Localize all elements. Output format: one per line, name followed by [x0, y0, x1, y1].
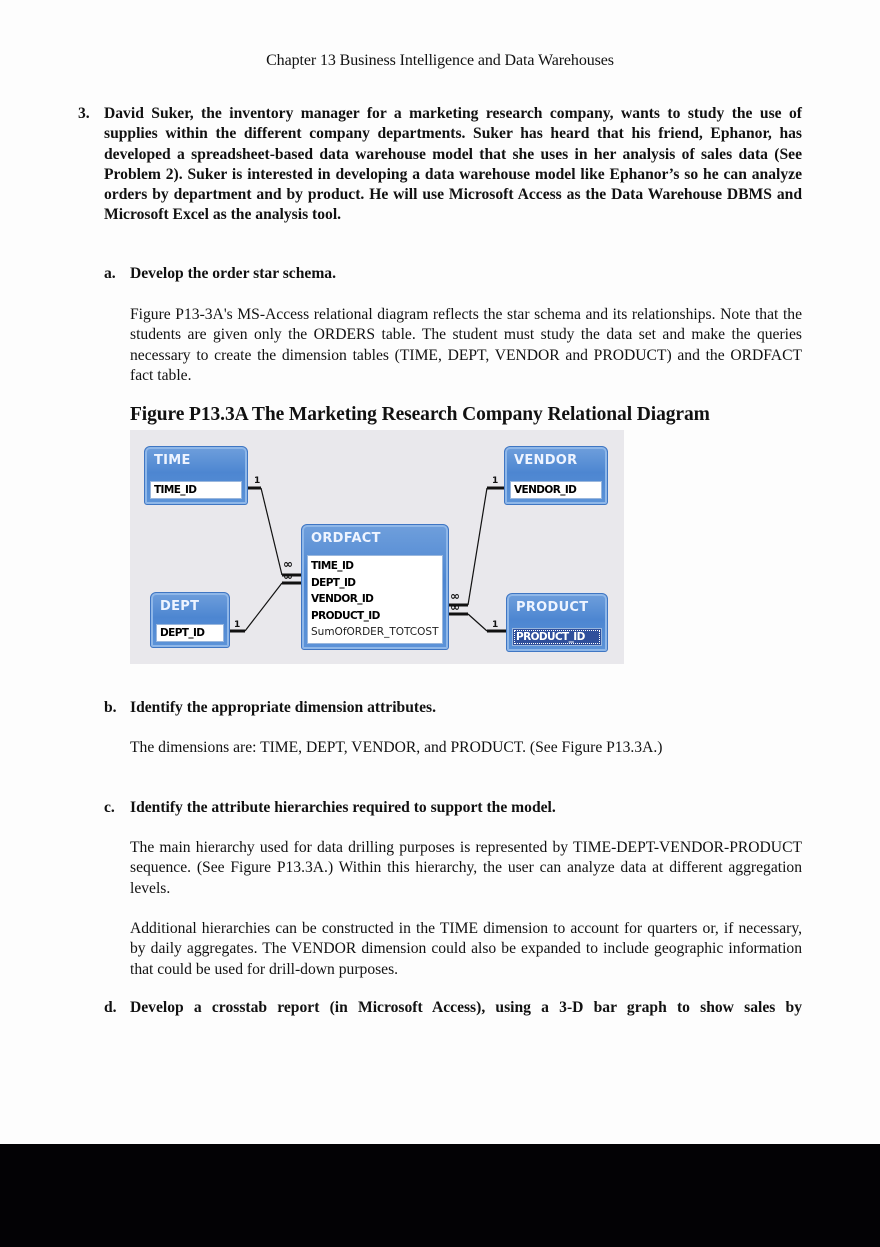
table-vendor[interactable] — [504, 446, 608, 505]
one-label: 1 — [492, 620, 499, 630]
question-text: Identify the appropriate dimension attributes. — [130, 699, 436, 716]
part-letter: d. — [104, 999, 117, 1016]
field-dept-id[interactable]: DEPT_ID — [311, 576, 356, 589]
field-time-id[interactable]: TIME_ID — [154, 483, 197, 496]
one-label: 1 — [254, 476, 261, 486]
field-product-id-selected[interactable]: PRODUCT_ID — [513, 629, 601, 646]
relational-diagram — [130, 430, 624, 664]
field-sum-order-totcost[interactable]: SumOfORDER_TOTCOST — [311, 626, 439, 638]
figure-caption: Figure P13.3A The Marketing Research Company Relational Diagram — [130, 404, 710, 425]
part-letter: a. — [104, 265, 116, 282]
many-label: ∞ — [450, 600, 460, 614]
part-a-answer: Figure P13-3A's MS-Access relational diagram reflects the star schema and its relationships. Note that the students are given only the ORDERS table. The student must study the data set and make the queries necessary to create the dimension tables (TIME, DEPT, VENDOR and PRODUCT) and the ORDFACT fact table. — [130, 306, 802, 384]
one-label: 1 — [234, 620, 241, 630]
part-b-answer: The dimensions are: TIME, DEPT, VENDOR, and PRODUCT. (See Figure P13.3A.) — [130, 739, 663, 756]
many-label: ∞ — [283, 557, 293, 571]
field-list — [510, 481, 602, 500]
page-header: Chapter 13 Business Intelligence and Data Warehouses — [266, 52, 614, 69]
table-title: ORDFACT — [311, 531, 381, 546]
field-vendor-id[interactable]: VENDOR_ID — [514, 483, 577, 496]
part-c-question — [104, 798, 802, 818]
problem-3 — [78, 104, 802, 226]
table-time[interactable] — [144, 446, 248, 505]
table-ordfact[interactable] — [301, 524, 449, 650]
field-list — [512, 628, 602, 647]
part-c-answer-2: Additional hierarchies can be constructed in the TIME dimension to account for quarters or, if necessary, by daily aggregates. The VENDOR dimension could also be expanded to include geographic information that could be used for drill-down purposes. — [130, 920, 802, 978]
part-c-answer-1: The main hierarchy used for data drilling purposes is represented by TIME-DEPT-VENDOR-PRODUCT sequence. (See Figure P13.3A.) Within this hierarchy, the user can analyze data at different aggregation levels. — [130, 839, 802, 897]
table-title: DEPT — [160, 599, 200, 614]
table-title: PRODUCT — [516, 600, 589, 615]
question-text: Identify the attribute hierarchies required to support the model. — [130, 799, 556, 816]
table-title: VENDOR — [514, 453, 578, 468]
many-label: ∞ — [450, 589, 460, 603]
field-product-id[interactable]: PRODUCT_ID — [311, 609, 380, 622]
field-list — [156, 624, 224, 643]
problem-number: 3. — [78, 105, 90, 122]
part-b-question — [104, 698, 802, 718]
bottom-black-bar — [0, 1144, 880, 1247]
question-text: Develop the order star schema. — [130, 265, 337, 282]
field-dept-id[interactable]: DEPT_ID — [160, 626, 205, 639]
part-a-question — [104, 264, 802, 284]
field-vendor-id[interactable]: VENDOR_ID — [311, 593, 374, 605]
table-dept[interactable] — [150, 592, 230, 648]
question-text: Develop a crosstab report (in Microsoft Access), using a 3-D bar graph to show sales by — [130, 999, 802, 1016]
field-list — [307, 555, 443, 644]
problem-text: David Suker, the inventory manager for a marketing research company, wants to study the use of supplies within the different company departments. Suker has heard that his friend, Ephanor, has developed a spreadsheet-based data warehouse model that she uses in her analysis of sales data (See Problem 2). Suker is interested in developing a data warehouse model like Ephanor’s so he can analyze orders by department and by product. He will use Microsoft Access as the Data Warehouse DBMS and Microsoft Excel as the analysis tool. — [104, 105, 802, 224]
one-label: 1 — [492, 476, 499, 486]
field-list — [150, 481, 242, 500]
part-d-question — [104, 998, 802, 1018]
table-title: TIME — [154, 453, 191, 468]
part-letter: c. — [104, 799, 115, 816]
field-time-id[interactable]: TIME_ID — [311, 560, 354, 572]
part-letter: b. — [104, 699, 117, 716]
many-label: ∞ — [283, 569, 293, 583]
table-product[interactable] — [506, 593, 608, 652]
